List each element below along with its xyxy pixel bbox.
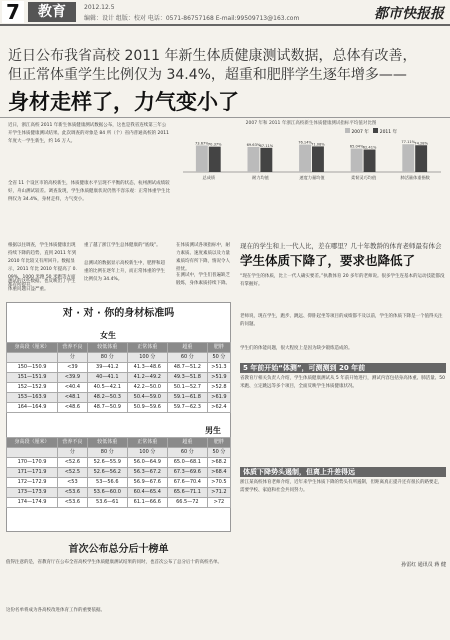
data-label: 77.11% xyxy=(401,140,416,145)
chart-title: 2007 年和 2011 年浙江高校新生体质健康测试指标平均值对比图 xyxy=(245,121,377,126)
boys-header-cell: 营养不良 xyxy=(58,438,88,448)
boys-row xyxy=(7,478,231,488)
data-label: 65.04% xyxy=(349,144,364,149)
legend-2007: 2007 年 xyxy=(351,130,369,135)
boys-cell: 173—173.9 xyxy=(7,488,58,498)
category-label: 肺活量体重指数 xyxy=(400,175,430,180)
boys-subheader-cell: 80 分 xyxy=(87,448,127,458)
boys-subheader-cell: 50 分 xyxy=(207,448,230,458)
bar-2007 年 xyxy=(299,145,311,172)
boys-header-cell: 身高段（厘米） xyxy=(7,438,58,448)
girls-cell: 150—150.9 xyxy=(7,363,58,373)
issue-date: 2012.12.5 xyxy=(84,4,115,11)
boys-cell: 56.0—64.9 xyxy=(127,458,167,468)
boys-cell: 56.9—67.6 xyxy=(127,478,167,488)
girls-header-cell: 超重 xyxy=(167,343,207,353)
boys-cell: 53.6—61 xyxy=(87,498,127,508)
girls-cell: 48.2—50.3 xyxy=(87,393,127,403)
boys-cell: 53.6—60.0 xyxy=(87,488,127,498)
infobox-title: 对 · 对 · 你的身材标准吗 xyxy=(62,308,175,319)
boys-cell: 67.6—70.4 xyxy=(167,478,207,488)
girls-cell: 41.3—48.6 xyxy=(127,363,167,373)
girls-cell: 50.1—52.7 xyxy=(167,383,207,393)
col-mid-p1: 重了越了浙江学生总体健康的“底线”。 xyxy=(84,243,161,248)
boys-cell: 56.3—67.2 xyxy=(127,468,167,478)
section-5year-title: 5 年前开始“体测”，可测测到 20 年前 xyxy=(240,363,446,373)
girls-cell: 40—41.1 xyxy=(87,373,127,383)
girls-cell: 59.1—61.8 xyxy=(167,393,207,403)
boys-row xyxy=(7,498,231,508)
lead-paragraph-1: 近日，浙江高校 2011 年新生体质健康测试数据公布，这也是我省连续第三年公开学生体质健康测试结果。此次调查的对象是 84 所（个）省内普通高校的 2011 年度大一学生新生，约 16 万人。 xyxy=(8,123,169,144)
bottom-left-p1: 值得注意的是，省教育厅在公布全省高校学生体质健康测试结果的同时，也首次公布了总分后十的高校名单。 xyxy=(6,560,222,565)
boys-cell: >72 xyxy=(207,498,230,508)
category-label: 耐力均值 xyxy=(252,175,269,180)
girls-subheader-cell xyxy=(7,353,58,363)
boys-cell: >68.2 xyxy=(207,458,230,468)
girls-cell: >51.9 xyxy=(207,373,230,383)
girls-subheader-cell: 80 分 xyxy=(87,353,127,363)
kicker-line-2: 但正常体重学生比例仅为 34.4%，超重和肥胖学生逐年增多—— xyxy=(8,67,407,83)
girls-cell: 50.9—59.6 xyxy=(127,403,167,413)
page-number: 7 xyxy=(2,1,24,23)
girls-cell: <39 xyxy=(58,363,88,373)
bar-2007 年 xyxy=(248,147,260,172)
girls-cell: 40.5—42.1 xyxy=(87,383,127,393)
bar-2011 年 xyxy=(415,145,427,172)
girls-subheader-cell: 60 分 xyxy=(167,353,207,363)
girls-cell: >61.9 xyxy=(207,393,230,403)
bar-2007 年 xyxy=(351,149,363,172)
boys-cell: <53.6 xyxy=(58,498,88,508)
boys-cell: 170—170.9 xyxy=(7,458,58,468)
data-label: 62.41% xyxy=(362,145,377,150)
girls-cell: <40.4 xyxy=(58,383,88,393)
girls-title: 女生 xyxy=(100,331,116,340)
boys-row xyxy=(7,458,231,468)
girls-header-cell: 肥胖 xyxy=(207,343,230,353)
girls-header-cell: 较低体重 xyxy=(87,343,127,353)
editor-credits: 编辑：设计 组版：校对 xyxy=(84,15,146,22)
boys-cell: 61.1—66.6 xyxy=(127,498,167,508)
girls-subheader-cell: 50 分 xyxy=(207,353,230,363)
col-right-p1: 在体质测试各项指标中，耐力素质、速度素质以及力量素质均有所下降，情况令人担忧。 xyxy=(176,243,230,272)
girls-cell: 39—41.2 xyxy=(87,363,127,373)
lead-paragraph-2: 全省 11 个设区市的高校新生，体质健康水平呈现不平衡的状态，杭州测试成绩较好，舟山测试较差。调查发现，学生体质健康状况仍然不容乐观：正常体重学生比例仅为 34.4%，身材走样，力气变小。 xyxy=(8,181,170,202)
boys-header-cell: 较低体重 xyxy=(87,438,127,448)
kicker-line-1: 近日公布我省高校 2011 年新生体质健康测试数据，总体有改善， xyxy=(8,48,417,64)
section-label: 教育 xyxy=(28,2,76,22)
bottom-left-title: 首次公布总分后十榜单 xyxy=(68,544,169,555)
girls-cell: 48.7—50.9 xyxy=(87,403,127,413)
data-label: 76.14% xyxy=(298,140,312,145)
data-label: 70.37% xyxy=(207,142,222,147)
boys-cell: 172—172.9 xyxy=(7,478,58,488)
boys-cell: 66.5—72 xyxy=(167,498,207,508)
data-label: 67.11% xyxy=(259,143,274,148)
girls-subheader-cell: 分 xyxy=(58,353,88,363)
girls-cell: 164—164.9 xyxy=(7,403,58,413)
girls-cell: 153—163.9 xyxy=(7,393,58,403)
legend-2011: 2011 年 xyxy=(379,130,398,135)
boys-cell: <52.6 xyxy=(58,458,88,468)
divider xyxy=(0,117,450,118)
girls-cell: >52.8 xyxy=(207,383,230,393)
byline: 孙雷红 通讯员 蒋 健 xyxy=(401,562,446,568)
girls-cell: 59.7—62.3 xyxy=(167,403,207,413)
boys-cell: 65.6—71.1 xyxy=(167,488,207,498)
section-5year-text: 省教育厅相关负责人介绍，学生体质健康测试从 5 年前开始进行，测试内容包括身高体重、肺活量、50 米跑、立定跳远等多个项目，全面反映学生体质健康状况。 xyxy=(240,376,445,389)
col-left-p1: 根据以往调查，学生体质健康出现持续下降的趋势，直到 2011 年到 2010 年比较又有所回升。数据显示，2011 年比 2010 年提高了 0.09%，1000 米跑 50 米跑等方面都有所提升。 xyxy=(8,243,77,288)
boys-subheader-cell: 100 分 xyxy=(127,448,167,458)
right-p1: “现在学生的体质，比上一代人确实要差。”执教体育 20 多年的老师说。很多学生连基本的运动技能都没有掌握好。 xyxy=(240,274,445,287)
column-right xyxy=(176,242,234,296)
girls-cell: 50.4—59.0 xyxy=(127,393,167,403)
girls-row xyxy=(7,403,231,413)
girls-cell: >51.3 xyxy=(207,363,230,373)
girls-cell: >62.4 xyxy=(207,403,230,413)
bar-chart xyxy=(175,126,447,182)
boys-cell: 53—56.6 xyxy=(87,478,127,488)
boys-cell: <53.6 xyxy=(58,488,88,498)
right-headline: 学生体质下降了，要求也降低了 xyxy=(240,253,416,268)
data-label: 69.63% xyxy=(246,142,261,147)
boys-header-cell: 正常体重 xyxy=(127,438,167,448)
girls-row xyxy=(7,373,231,383)
col-right-p2: 在测试中，学生们普遍缺乏锻炼，身体素质持续下降。 xyxy=(176,273,230,286)
bar-2011 年 xyxy=(312,146,324,172)
girls-cell: 152—152.9 xyxy=(7,383,58,393)
column-mid xyxy=(84,242,168,296)
girls-row xyxy=(7,363,231,373)
girls-cell: 49.3—51.8 xyxy=(167,373,207,383)
girls-header-cell: 正常体重 xyxy=(127,343,167,353)
bar-2007 年 xyxy=(402,144,414,172)
girls-cell: 48.7—51.2 xyxy=(167,363,207,373)
column-left xyxy=(8,242,78,296)
category-label: 柔韧灵巧均值 xyxy=(351,175,377,180)
tel: 电话：0571-86757168 xyxy=(147,15,214,22)
boys-row xyxy=(7,468,231,478)
boys-cell: 52.6—55.9 xyxy=(87,458,127,468)
boys-subheader-cell xyxy=(7,448,58,458)
girls-cell: <48.1 xyxy=(58,393,88,403)
boys-cell: 60.4—65.4 xyxy=(127,488,167,498)
main-headline: 身材走样了，力气变小了 xyxy=(8,90,239,114)
boys-cell: <53 xyxy=(58,478,88,488)
girls-cell: 151—151.9 xyxy=(7,373,58,383)
bar-2007 年 xyxy=(196,145,208,172)
girls-row xyxy=(7,383,231,393)
boys-cell: 65.0—68.1 xyxy=(167,458,207,468)
bottom-left-story xyxy=(6,540,231,636)
girls-subheader-cell: 100 分 xyxy=(127,353,167,363)
girls-cell: 42.2—50.0 xyxy=(127,383,167,393)
boys-header-cell: 肥胖 xyxy=(207,438,230,448)
boys-table xyxy=(6,437,231,508)
email: E-mail:99509713@163.com xyxy=(215,15,300,22)
boys-row xyxy=(7,488,231,498)
right-kicker: 现在的学生和上一代人比，差在哪里？几十年教龄的体育老师最有体会 xyxy=(240,242,442,250)
girls-cell: 41.2—49.2 xyxy=(127,373,167,383)
girls-row xyxy=(7,393,231,403)
girls-cell: <48.6 xyxy=(58,403,88,413)
category-label: 总成绩 xyxy=(202,175,216,180)
boys-title: 男生 xyxy=(205,426,221,435)
girls-table xyxy=(6,342,231,413)
girls-header-cell: 身高段（厘米） xyxy=(7,343,58,353)
boys-cell: 67.3—69.6 xyxy=(167,468,207,478)
col-mid-p2: 总测试的数据显示高校新生中，肥胖和超重的比例在逐年上升，而正常体重的学生比例仅为 34.4%。 xyxy=(84,261,165,282)
boys-cell: 171—171.9 xyxy=(7,468,58,478)
boys-cell: 174—174.9 xyxy=(7,498,58,508)
bottom-left-p2: 这份名单将成为各高校改进体育工作的重要依据。 xyxy=(6,608,105,613)
boys-cell: >68.4 xyxy=(207,468,230,478)
data-label: 71.08% xyxy=(311,142,325,147)
category-label: 速度力量均值 xyxy=(299,175,325,180)
girls-cell: <39.9 xyxy=(58,373,88,383)
boys-cell: >71.2 xyxy=(207,488,230,498)
boys-subheader-cell: 分 xyxy=(58,448,88,458)
right-p2: 老师说，现在学生，跑步、跳远、仰卧起坐等项目的成绩都不及以前，学生的体质下降是一个值得关注的问题。 xyxy=(240,314,443,327)
data-label: 73.67% xyxy=(194,141,209,146)
bar-2011 年 xyxy=(209,147,221,172)
boys-cell: <52.5 xyxy=(58,468,88,478)
right-p3: 学生们的体能问题，很大程度上是因为缺少锻炼造成的。 xyxy=(240,346,353,351)
data-label: 74.28% xyxy=(414,141,429,146)
section-decline-title: 体质下降势头遏制，但离上升差得远 xyxy=(240,467,446,477)
right-story xyxy=(240,242,446,638)
masthead-logo: 都市快报报 xyxy=(374,6,444,22)
boys-cell: >70.5 xyxy=(207,478,230,488)
col-left-p2: 测试的这些数据，也反映出了学生体重问题日益严重。 xyxy=(8,279,76,292)
editor-line xyxy=(84,13,299,22)
section-decline-text: 浙江某高校体育老师介绍，近年来学生体质下降的势头有所遏制，但距离真正提升还有很长的路要走，需要学校、家庭和社会共同努力。 xyxy=(240,480,443,493)
boys-header-cell: 超重 xyxy=(167,438,207,448)
bar-2011 年 xyxy=(260,148,272,172)
boys-cell: 52.6—56.2 xyxy=(87,468,127,478)
girls-header-cell: 营养不良 xyxy=(58,343,88,353)
boys-subheader-cell: 60 分 xyxy=(167,448,207,458)
lead-block xyxy=(8,122,170,240)
bar-2011 年 xyxy=(364,150,376,172)
